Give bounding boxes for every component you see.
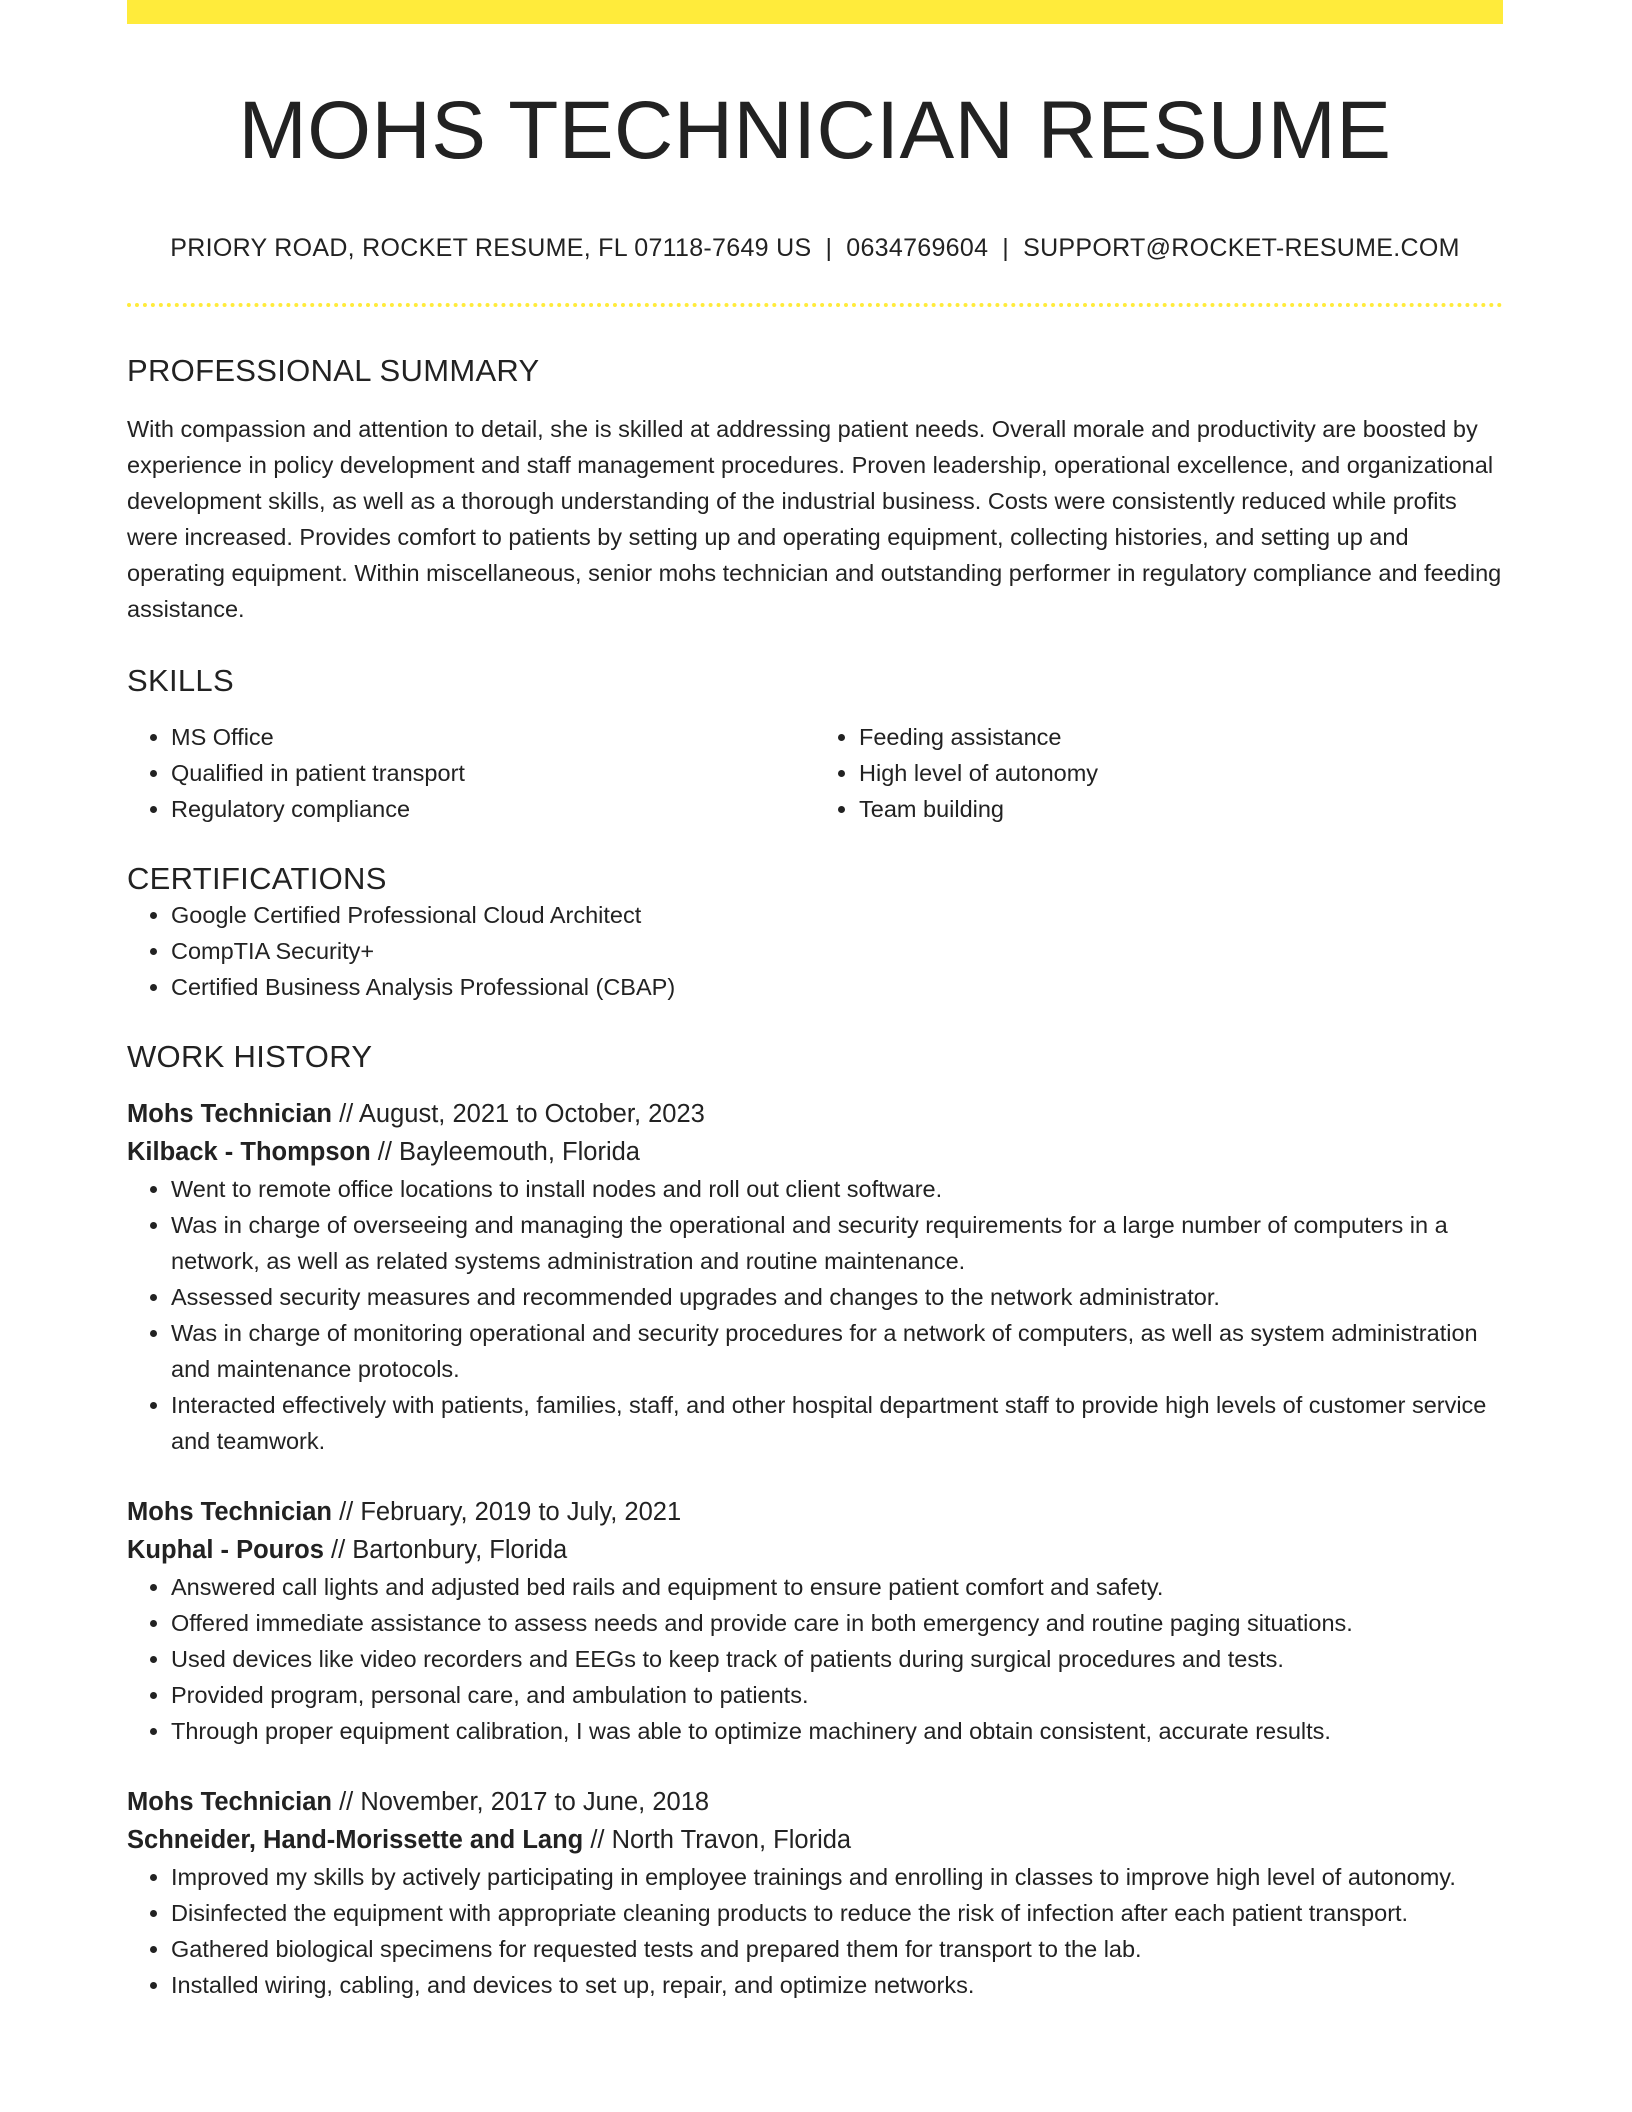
job-dates: // November, 2017 to June, 2018 [331, 1788, 710, 1817]
certification-item: • CompTIA Security+ [171, 933, 1503, 969]
job-bullet: • Through proper equipment calibration, I was able to optimize machinery and obtain consistent, accurate results. [171, 1713, 1503, 1749]
job-bullets [127, 1859, 1503, 2003]
job-title: Mohs Technician [127, 1498, 332, 1527]
job-bullet: • Interacted effectively with patients, families, staff, and other hospital department staff to provide high levels of customer service and teamwork. [171, 1387, 1503, 1459]
contact-separator: | [825, 234, 833, 263]
certification-item: • Certified Business Analysis Professional (CBAP) [171, 969, 1503, 1005]
job-company-line [127, 1821, 1503, 1859]
job-title-line [127, 1783, 1503, 1821]
work-history-heading: WORK HISTORY [127, 1039, 373, 1075]
job-bullet: • Was in charge of overseeing and managing the operational and security requirements for a large number of computers in a network, as well as related systems administration and routine maintenance. [171, 1207, 1503, 1279]
work-history-section [127, 1039, 1503, 2003]
summary-section [127, 353, 1503, 627]
resume-page [127, 0, 1503, 2003]
job-company: Kilback - Thompson [127, 1138, 371, 1167]
job-bullet: • Disinfected the equipment with appropriate cleaning products to reduce the risk of infection after each patient transport. [171, 1895, 1503, 1931]
certification-item: • Google Certified Professional Cloud Architect [171, 897, 1503, 933]
skill-item: • Regulatory compliance [171, 791, 815, 827]
job-dates: // February, 2019 to July, 2021 [331, 1498, 682, 1527]
job-bullet: • Installed wiring, cabling, and devices to set up, repair, and optimize networks. [171, 1967, 1503, 2003]
job-title-line [127, 1493, 1503, 1531]
contact-line [127, 234, 1503, 263]
accent-top-bar [127, 0, 1503, 24]
job-bullet: • Used devices like video recorders and EEGs to keep track of patients during surgical procedures and tests. [171, 1641, 1503, 1677]
job-bullet: • Improved my skills by actively participating in employee trainings and enrolling in classes to improve high level of autonomy. [171, 1859, 1503, 1895]
contact-address: PRIORY ROAD, ROCKET RESUME, FL 07118-7649 US [170, 234, 812, 263]
job-bullet: • Assessed security measures and recommended upgrades and changes to the network administrator. [171, 1279, 1503, 1315]
job-company-line [127, 1531, 1503, 1569]
job-title-line [127, 1095, 1503, 1133]
resume-title: MOHS TECHNICIAN RESUME [238, 85, 1392, 176]
certifications-heading: CERTIFICATIONS [127, 861, 387, 897]
job-entry [127, 1493, 1503, 1749]
job-bullet: • Went to remote office locations to install nodes and roll out client software. [171, 1171, 1503, 1207]
job-entry [127, 1095, 1503, 1459]
job-location: // Bayleemouth, Florida [370, 1138, 640, 1167]
contact-separator: | [1002, 234, 1010, 263]
job-entry [127, 1783, 1503, 2003]
job-bullet: • Offered immediate assistance to assess needs and provide care in both emergency and routine paging situations. [171, 1605, 1503, 1641]
job-location: // Bartonbury, Florida [323, 1536, 568, 1565]
skill-item: • Feeding assistance [859, 719, 1503, 755]
job-company: Kuphal - Pouros [127, 1536, 324, 1565]
job-bullet: • Answered call lights and adjusted bed rails and equipment to ensure patient comfort and safety. [171, 1569, 1503, 1605]
skill-item: • High level of autonomy [859, 755, 1503, 791]
skills-columns [127, 719, 1503, 827]
job-dates: // August, 2021 to October, 2023 [331, 1100, 705, 1129]
contact-email: SUPPORT@ROCKET-RESUME.COM [1023, 234, 1460, 263]
skills-right-list [815, 719, 1503, 827]
job-title: Mohs Technician [127, 1100, 332, 1129]
contact-phone: 0634769604 [846, 234, 989, 263]
skills-section [127, 663, 1503, 827]
summary-heading: PROFESSIONAL SUMMARY [127, 353, 540, 389]
skills-left-list [127, 719, 815, 827]
job-bullets [127, 1171, 1503, 1459]
dotted-divider [127, 303, 1503, 307]
job-bullet: • Gathered biological specimens for requested tests and prepared them for transport to the lab. [171, 1931, 1503, 1967]
skills-heading: SKILLS [127, 663, 234, 699]
job-bullet: • Provided program, personal care, and ambulation to patients. [171, 1677, 1503, 1713]
skill-item: • Qualified in patient transport [171, 755, 815, 791]
job-location: // North Travon, Florida [583, 1826, 852, 1855]
job-company-line [127, 1133, 1503, 1171]
job-bullets [127, 1569, 1503, 1749]
job-title: Mohs Technician [127, 1788, 332, 1817]
certifications-section [127, 861, 1503, 1005]
certifications-list [127, 897, 1503, 1005]
summary-text: With compassion and attention to detail, she is skilled at addressing patient needs. Overall morale and productivity are boosted by experience in policy development and staff management procedures. Proven leadership, operational excellence, and organizational development skills, as well as a thorough understanding of the industrial business. Costs were consistently reduced while profits were increased. Provides comfort to patients by setting up and operating equipment, collecting histories, and setting up and operating equipment. Within miscellaneous, senior mohs technician and outstanding performer in regulatory compliance and feeding assistance. [127, 416, 1502, 623]
job-bullet: • Was in charge of monitoring operational and security procedures for a network of computers, as well as system administration and maintenance protocols. [171, 1315, 1503, 1387]
skill-item: • Team building [859, 791, 1503, 827]
job-company: Schneider, Hand-Morissette and Lang [127, 1826, 584, 1855]
skill-item: • MS Office [171, 719, 815, 755]
